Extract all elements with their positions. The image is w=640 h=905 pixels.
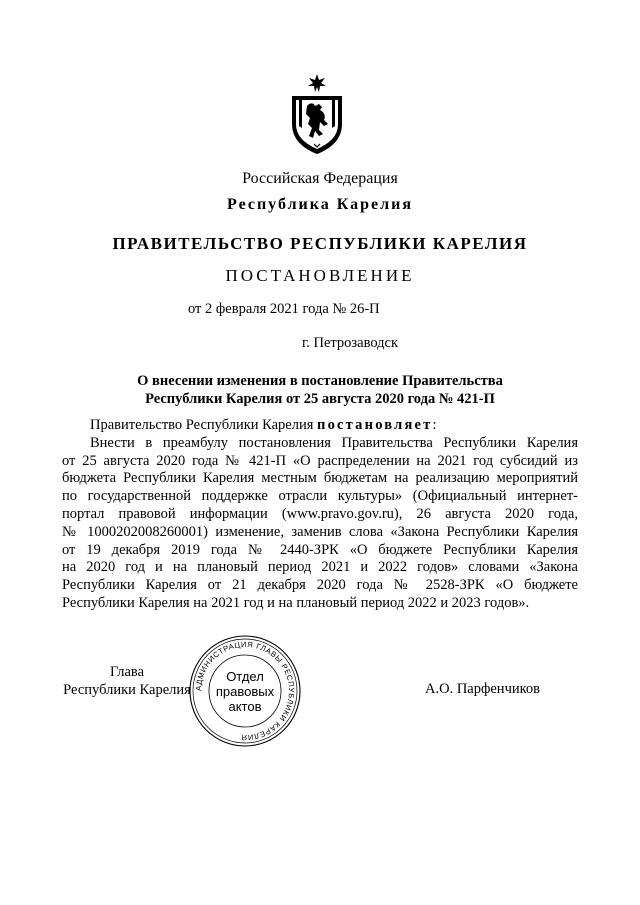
karelia-coat-of-arms-icon	[286, 72, 348, 156]
document-type: ПОСТАНОВЛЕНИЕ	[225, 266, 415, 285]
stamp-center-line: правовых	[215, 684, 275, 699]
preamble-suffix: :	[432, 417, 437, 433]
body-line: № 1000202008260001) изменение, заменив слова «Закона Республики Карелия	[62, 523, 578, 540]
document-subject	[0, 372, 640, 408]
signatory-name: А.О. Парфенчиков	[425, 681, 541, 697]
signatory-title-line: Республики Карелия	[63, 682, 191, 698]
preamble-line	[62, 417, 578, 435]
signatory-title-line: Глава	[109, 664, 145, 680]
body-line: по государственной поддержке отрасли культуры» (Официальный интернет-	[62, 488, 578, 505]
subject-line: О внесении изменения в постановление Правительства	[137, 373, 503, 389]
republic-name: Республика Карелия	[227, 196, 413, 213]
stamp-center-line: актов	[228, 699, 262, 714]
preamble-prefix: Правительство Республики Карелия	[90, 417, 318, 433]
document-date-number: от 2 февраля 2021 года № 26-П	[188, 301, 380, 317]
legal-department-stamp	[187, 633, 303, 749]
subject-line: Республики Карелия от 25 августа 2020 года № 421-П	[145, 391, 495, 407]
body-line: от 19 декабря 2019 года № 2440-ЗРК «О бюджете Республики Карелия	[62, 541, 578, 558]
body-line: Внести в преамбулу постановления Правительства Республики Карелия	[90, 434, 578, 451]
country-name: Российская Федерация	[242, 170, 398, 187]
preamble-decides: постановляет	[317, 417, 433, 433]
stamp-center-line: Отдел	[226, 669, 264, 684]
signatory-title	[62, 663, 192, 699]
body-line: бюджета Республики Карелия местным бюджетам на реализацию мероприятий	[62, 470, 578, 487]
body-line: на 2020 год и на плановый период 2021 и 2022 годов» словами «Закона	[62, 559, 578, 576]
stamp-ring-text: АДМИНИСТРАЦИЯ ГЛАВЫ РЕСПУБЛИКИ КАРЕЛИЯ	[193, 639, 297, 743]
document-body	[62, 417, 578, 613]
body-line: от 25 августа 2020 года № 421-П «О распределении на 2021 год субсидий из	[62, 452, 578, 469]
body-line: портал правовой информации (www.pravo.gov.ru), 26 августа 2020 года,	[62, 505, 578, 522]
government-name: ПРАВИТЕЛЬСТВО РЕСПУБЛИКИ КАРЕЛИЯ	[112, 234, 528, 253]
body-line: Республики Карелия от 21 декабря 2020 года № 2528-ЗРК «О бюджете	[62, 577, 578, 594]
document-city: г. Петрозаводск	[301, 335, 399, 351]
body-line: Республики Карелия на 2021 год и на плановый период 2022 и 2023 годов».	[62, 594, 530, 611]
